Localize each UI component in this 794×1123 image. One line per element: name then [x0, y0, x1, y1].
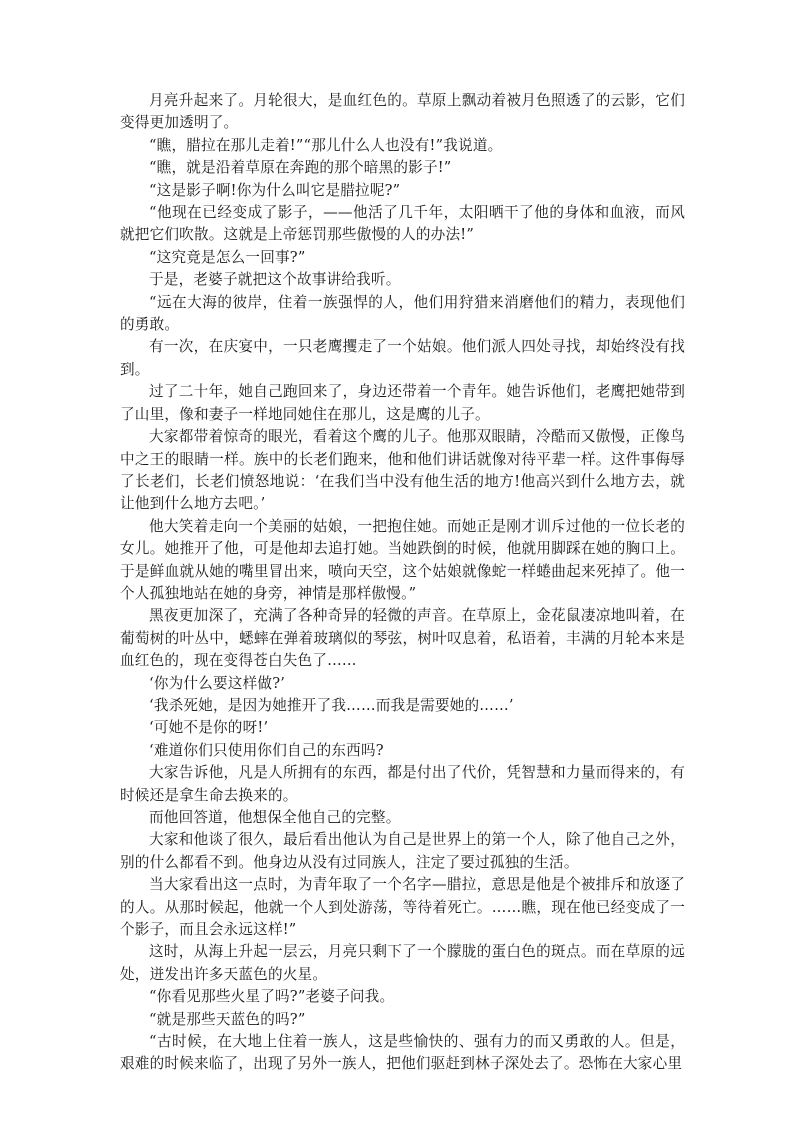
- paragraph-20: 大家和他谈了很久，最后看出他认为自己是世界上的第一个人，除了他自己之外，别的什么都看不到。他身边从没有过同族人，注定了要过孤独的生活。: [120, 831, 685, 871]
- paragraph-14: ‘你为什么要这样做?’: [149, 674, 286, 692]
- paragraph-17: ‘难道你们只使用你们自己的东西吗?: [149, 741, 384, 759]
- paragraph-12: 他大笑着走向一个美丽的姑娘，一把抱住她。而她正是刚才训斥过他的一位长老的女儿。她推开了他，可是他却去追打她。当她跌倒的时候，他就用脚踩在她的胸口上。于是鲜血就从她的嘴里冒出来，喷向天空，这个姑娘就像蛇一样蜷曲起来死掉了。他一个人孤独地站在她的身旁，神情是那样傲慢。”: [120, 517, 685, 602]
- paragraph-2: “瞧，腊拉在那儿走着!”“那儿什么人也没有!”我说道。: [149, 136, 503, 154]
- paragraph-10: 过了二十年，她自己跑回来了，身边还带着一个青年。她告诉他们，老鹰把她带到了山里，像和妻子一样地同她住在那儿，这是鹰的儿子。: [120, 383, 685, 423]
- paragraph-16: ‘可她不是你的呀!’: [149, 719, 269, 737]
- paragraph-19: 而他回答道，他想保全他自己的完整。: [149, 809, 401, 826]
- paragraph-6: “这究竟是怎么一回事?”: [149, 248, 306, 266]
- paragraph-4: “这是影子啊!你为什么叫它是腊拉呢?”: [149, 181, 401, 199]
- paragraph-9: 有一次，在庆宴中，一只老鹰攫走了一个姑娘。他们派人四处寻找，却始终没有找到。: [120, 338, 685, 378]
- document-page: [120, 90, 685, 1076]
- paragraph-15: ‘我杀死她，是因为她推开了我……而我是需要她的……’: [149, 696, 514, 714]
- paragraph-18: 大家告诉他，凡是人所拥有的东西，都是付出了代价，凭智慧和力量而得来的，有时候还是拿生命去换来的。: [120, 764, 685, 804]
- paragraph-1: 月亮升起来了。月轮很大，是血红色的。草原上飘动着被月色照透了的云影，它们变得更加透明了。: [120, 92, 685, 132]
- paragraph-7: 于是，老婆子就把这个故事讲给我听。: [149, 271, 401, 289]
- paragraph-3: “瞧，就是沿着草原在奔跑的那个暗黑的影子!”: [149, 159, 452, 177]
- paragraph-13: 黑夜更加深了，充满了各种奇异的轻微的声音。在草原上，金花鼠凄凉地叫着，在葡萄树的叶丛中，蟋蟀在弹着玻璃似的琴弦，树叶叹息着，私语着，丰满的月轮本来是血红色的，现在变得苍白失色了……: [120, 607, 685, 670]
- paragraph-8: “远在大海的彼岸，住着一族强悍的人，他们用狩猎来消磨他们的精力，表现他们的勇敢。: [120, 293, 685, 334]
- paragraph-22: 这时，从海上升起一层云，月亮只剩下了一个朦胧的蛋白色的斑点。而在草原的远处，迸发出许多天蓝色的火星。: [120, 943, 685, 983]
- paragraph-25: “古时候，在大地上住着一族人，这是些愉快的、强有力的而又勇敢的人。但是，艰难的时候来临了，出现了另外一族人，把他们驱赶到林子深处去了。恐怖在大家心里: [120, 1033, 685, 1073]
- paragraph-23: “你看见那些火星了吗?”老婆子问我。: [149, 988, 395, 1006]
- paragraph-21: 当大家看出这一点时，为青年取了一个名字—腊拉，意思是他是个被排斥和放逐了的人。从那时候起，他就一个人到处游荡，等待着死亡。……瞧，现在他已经变成了一个影子，而且会永远这样!”: [120, 876, 685, 939]
- paragraph-5: “他现在已经变成了影子，——他活了几千年，太阳晒干了他的身体和血液，而风就把它们吹散。这就是上帝惩罚那些傲慢的人的办法!”: [120, 204, 685, 244]
- paragraph-11: 大家都带着惊奇的眼光，看着这个鹰的儿子。他那双眼睛，冷酷而又傲慢，正像鸟中之王的眼睛一样。族中的长老们跑来，他和他们讲话就像对待平辈一样。这件事侮辱了长老们，长老们愤怒地说：‘在我们当中没有他生活的地方!他高兴到什么地方去，就让他到什么地方去吧。’: [120, 428, 685, 513]
- paragraph-24: “就是那些天蓝色的吗?”: [149, 1010, 306, 1028]
